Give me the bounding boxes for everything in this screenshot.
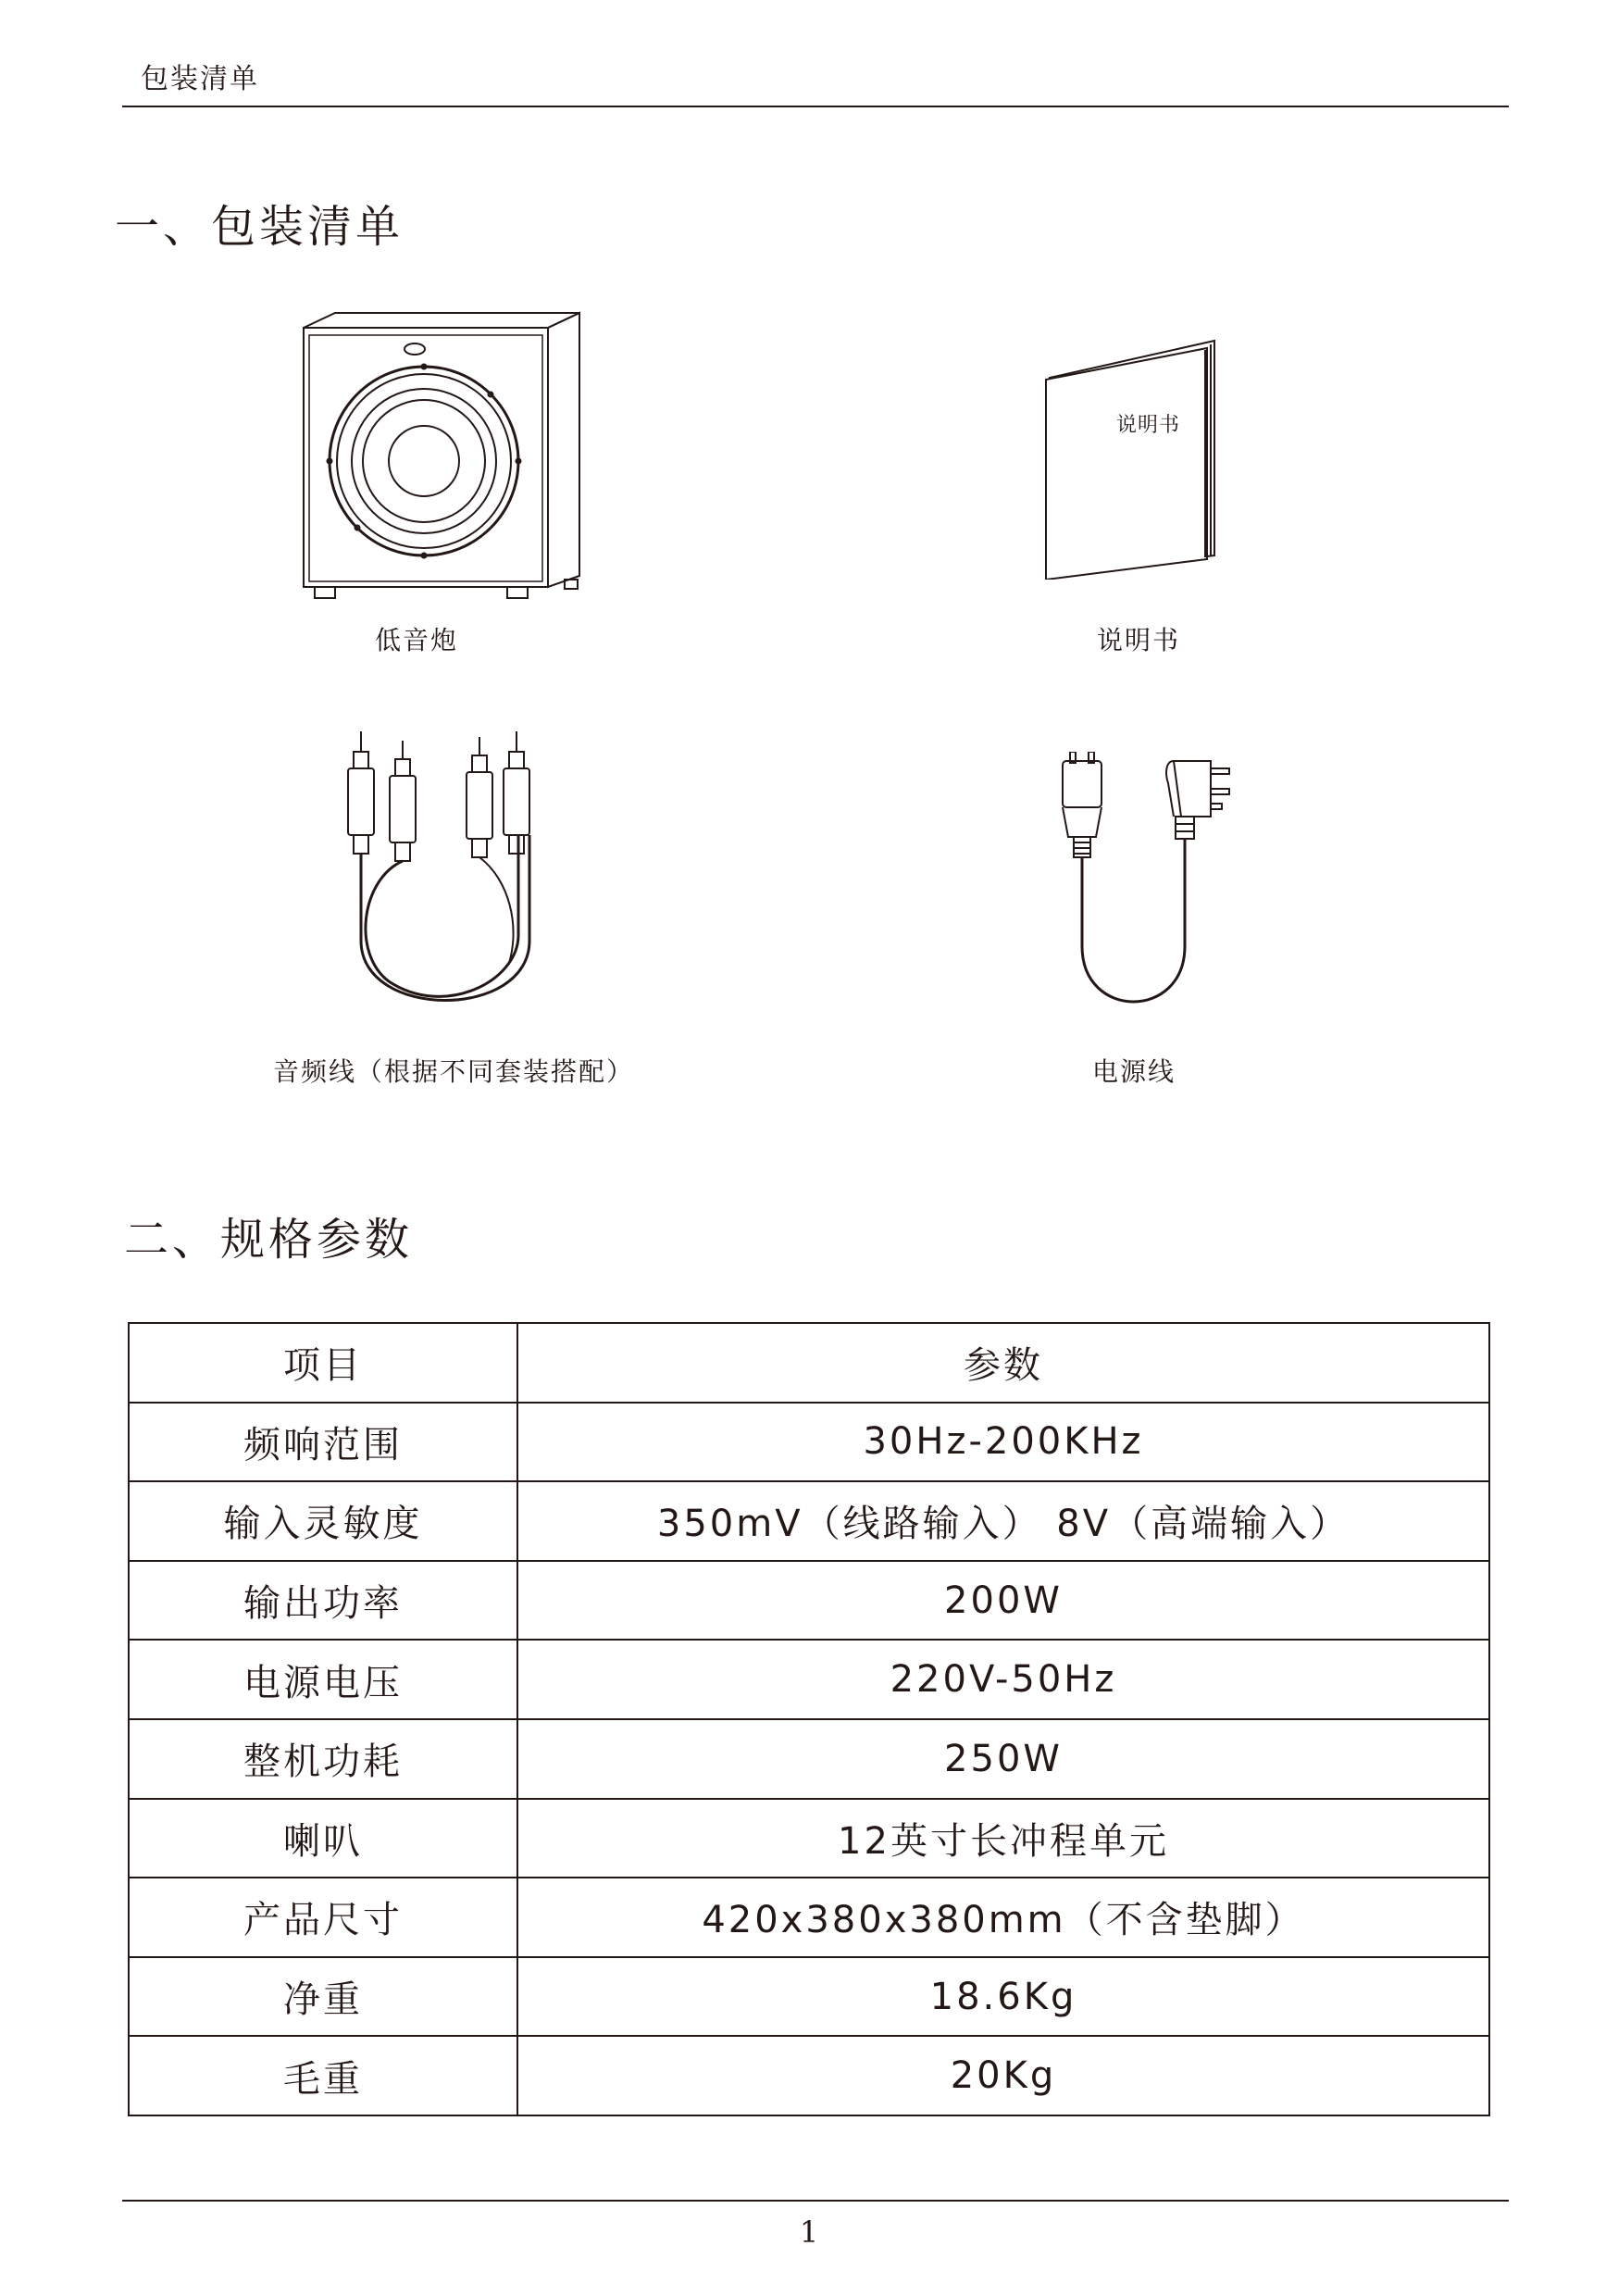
caption-audio-cable: 音频线（根据不同套装搭配） (272, 1056, 634, 1087)
spec-value: 20Kg (517, 2036, 1489, 2115)
spec-value: 350mV（线路输入） 8V（高端输入） (517, 1481, 1489, 1561)
table-row (129, 1640, 1489, 1719)
manual-illustration (1042, 337, 1224, 580)
spec-label: 整机功耗 (129, 1719, 517, 1799)
manual-cover-text: 说明书 (1116, 414, 1181, 437)
table-row (129, 1799, 1489, 1878)
subwoofer-illustration (296, 306, 592, 611)
spec-label: 净重 (129, 1957, 517, 2037)
section-title-packing: 一、包装清单 (115, 201, 404, 254)
spec-value: 18.6Kg (517, 1957, 1489, 2037)
spec-label: 毛重 (129, 2036, 517, 2115)
power-cord-illustration (1053, 752, 1266, 1011)
page-number: 1 (799, 2215, 819, 2250)
section-title-specs: 二、规格参数 (124, 1214, 414, 1267)
column-header-value: 参数 (517, 1323, 1489, 1403)
spec-label: 电源电压 (129, 1640, 517, 1719)
spec-label: 产品尺寸 (129, 1878, 517, 1957)
footer-rule (122, 2200, 1509, 2202)
spec-value: 200W (517, 1561, 1489, 1641)
spec-label: 频响范围 (129, 1403, 517, 1482)
table-header-row (129, 1323, 1489, 1403)
caption-power-cord: 电源线 (1091, 1056, 1176, 1087)
spec-label: 输出功率 (129, 1561, 517, 1641)
spec-label: 输入灵敏度 (129, 1481, 517, 1561)
table-row (129, 1957, 1489, 2037)
table-row (129, 1719, 1489, 1799)
spec-value: 12英寸长冲程单元 (517, 1799, 1489, 1878)
caption-subwoofer: 低音炮 (374, 625, 458, 655)
header-rule (122, 106, 1509, 107)
audio-cable-illustration (333, 731, 555, 1028)
spec-label: 喇叭 (129, 1799, 517, 1878)
table-row (129, 2036, 1489, 2115)
spec-value: 30Hz-200KHz (517, 1403, 1489, 1482)
table-row (129, 1878, 1489, 1957)
caption-manual: 说明书 (1096, 625, 1180, 655)
table-row (129, 1403, 1489, 1482)
table-row (129, 1561, 1489, 1641)
spec-value: 220V-50Hz (517, 1640, 1489, 1719)
spec-value: 420x380x380mm（不含垫脚） (517, 1878, 1489, 1957)
column-header-item: 项目 (129, 1323, 517, 1403)
spec-value: 250W (517, 1719, 1489, 1799)
running-header: 包装清单 (141, 63, 259, 95)
spec-table (128, 1322, 1490, 2116)
table-row (129, 1481, 1489, 1561)
